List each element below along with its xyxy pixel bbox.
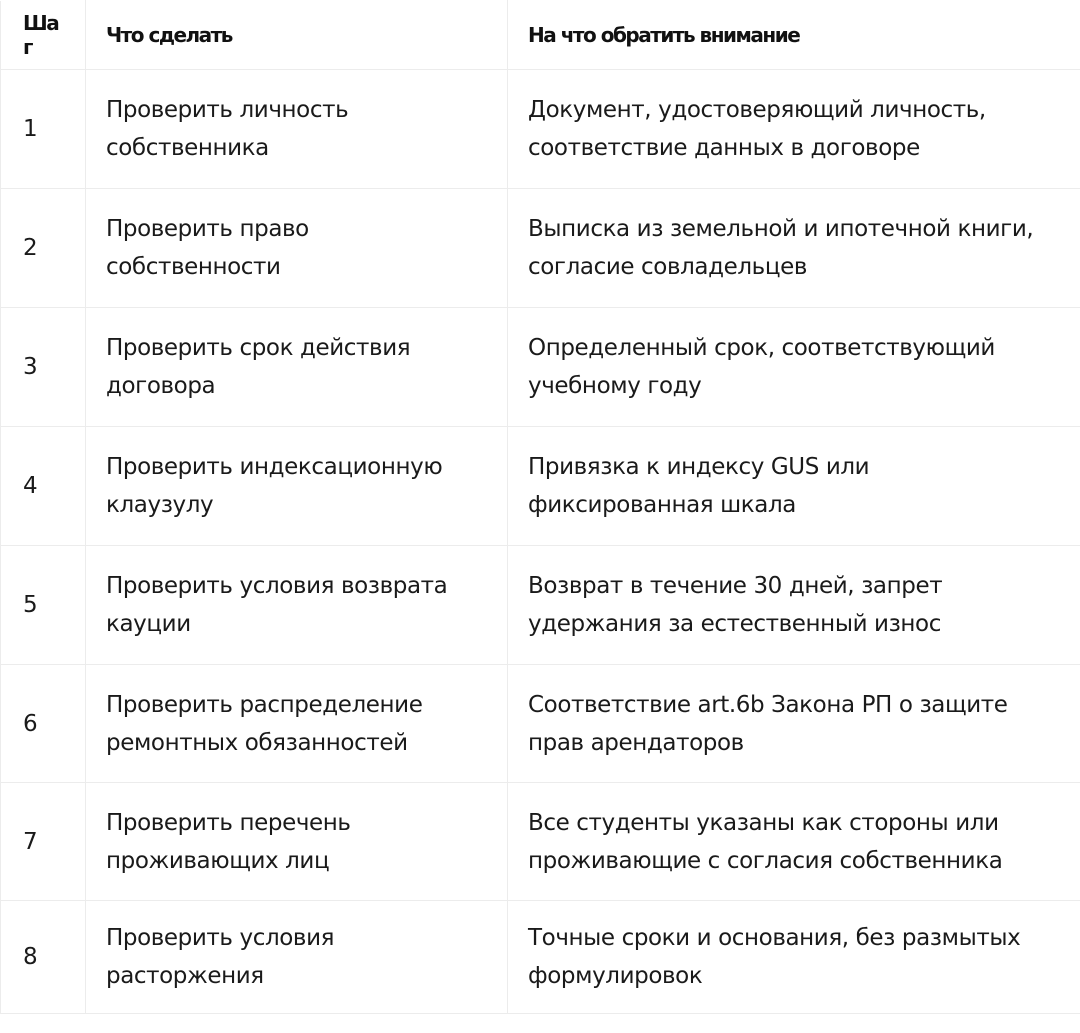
action-cell: Проверить перечень проживающих лиц (86, 783, 508, 901)
table-row (1, 901, 1080, 1014)
action-cell: Проверить индексационную клаузулу (86, 427, 508, 546)
note-cell: Точные сроки и основания, без размытых формулировок (508, 901, 1080, 1014)
note-cell: Определенный срок, соответствующий учебному году (508, 308, 1080, 427)
table-row (1, 546, 1080, 665)
step-number: 4 (1, 427, 86, 546)
action-cell: Проверить личность собственника (86, 70, 508, 189)
table-row (1, 665, 1080, 783)
step-number: 5 (1, 546, 86, 665)
step-number: 2 (1, 189, 86, 308)
table-row (1, 189, 1080, 308)
note-cell: Возврат в течение 30 дней, запрет удержания за естественный износ (508, 546, 1080, 665)
action-cell: Проверить условия расторжения (86, 901, 508, 1014)
note-cell: Соответствие art.6b Закона РП о защите прав арендаторов (508, 665, 1080, 783)
table-row (1, 70, 1080, 189)
note-cell: Привязка к индексу GUS или фиксированная шкала (508, 427, 1080, 546)
table-body (1, 70, 1080, 1014)
header-note: На что обратить внимание (508, 1, 1080, 70)
header-what: Что сделать (86, 1, 508, 70)
step-number: 6 (1, 665, 86, 783)
note-cell: Все студенты указаны как стороны или проживающие с согласия собственника (508, 783, 1080, 901)
action-cell: Проверить срок действия договора (86, 308, 508, 427)
table-header (1, 1, 1080, 70)
step-number: 1 (1, 70, 86, 189)
note-cell: Документ, удостоверяющий личность, соответствие данных в договоре (508, 70, 1080, 189)
table-row (1, 427, 1080, 546)
table-row (1, 308, 1080, 427)
action-cell: Проверить условия возврата кауции (86, 546, 508, 665)
step-number: 3 (1, 308, 86, 427)
action-cell: Проверить распределение ремонтных обязанностей (86, 665, 508, 783)
header-step: Шаг (1, 1, 86, 70)
table-row (1, 783, 1080, 901)
action-cell: Проверить право собственности (86, 189, 508, 308)
header-row (1, 1, 1080, 70)
step-number: 8 (1, 901, 86, 1014)
note-cell: Выписка из земельной и ипотечной книги, согласие совладельцев (508, 189, 1080, 308)
step-number: 7 (1, 783, 86, 901)
